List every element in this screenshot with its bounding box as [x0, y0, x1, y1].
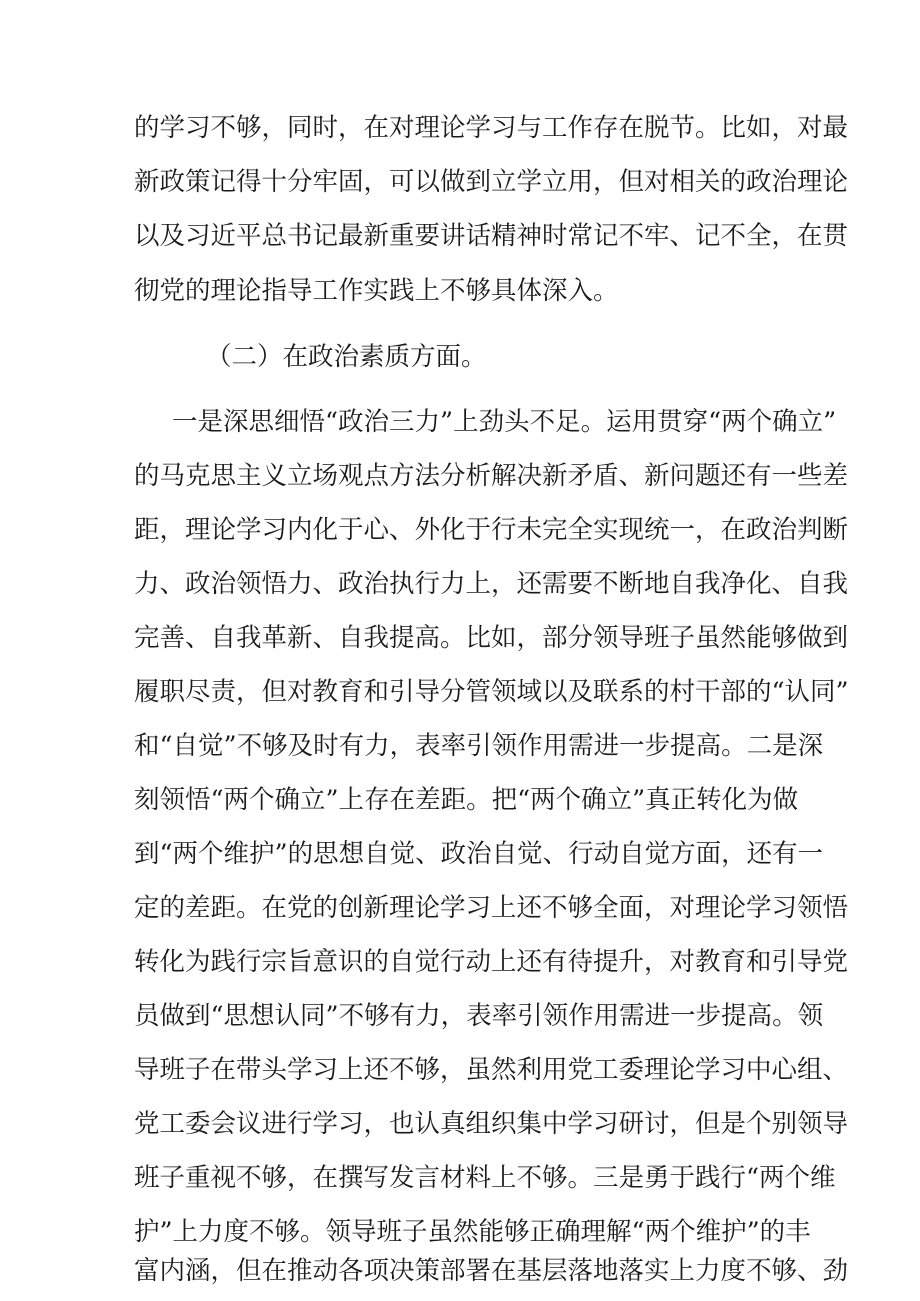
paragraph-2-line-13: 导班子在带头学习上还不够，虽然利用党工委理论学习中心组、: [134, 1055, 849, 1085]
section-heading: （二）在政治素质方面。: [206, 342, 487, 372]
paragraph-2-line-15: 班子重视不够，在撰写发言材料上不够。三是勇于践行“两个维: [134, 1163, 836, 1193]
paragraph-2-line-16: 护”上力度不够。领导班子虽然能够正确理解“两个维护”的丰: [134, 1217, 811, 1247]
paragraph-2-line-1: 一是深思细悟“政治三力”上劲头不足。运用贯穿“两个确立”: [172, 407, 837, 437]
paragraph-2-line-2: 的马克思主义立场观点方法分析解决新矛盾、新问题还有一些差: [134, 461, 849, 491]
paragraph-2-line-5: 完善、自我革新、自我提高。比如，部分领导班子虽然能够做到: [134, 623, 849, 653]
paragraph-2-line-4: 力、政治领悟力、政治执行力上，还需要不断地自我净化、自我: [134, 569, 849, 599]
paragraph-2-line-10: 定的差距。在党的创新理论学习上还不够全面，对理论学习领悟: [134, 893, 849, 923]
paragraph-2-line-8: 刻领悟“两个确立”上存在差距。把“两个确立”真正转化为做: [134, 785, 799, 815]
paragraph-2-line-17: 富内涵，但在推动各项决策部署在基层落地落实上力度不够、劲: [134, 1256, 849, 1286]
paragraph-2-line-3: 距，理论学习内化于心、外化于行未完全实现统一，在政治判断: [134, 515, 849, 545]
paragraph-2-line-7: 和“自觉”不够及时有力，表率引领作用需进一步提高。二是深: [134, 731, 824, 761]
paragraph-1-line-4: 彻党的理论指导工作实践上不够具体深入。: [134, 276, 619, 306]
paragraph-2-line-12: 员做到“思想认同”不够有力，表率引领作用需进一步提高。领: [134, 1001, 824, 1031]
paragraph-2-line-14: 党工委会议进行学习，也认真组织集中学习研讨，但是个别领导: [134, 1109, 849, 1139]
paragraph-2-line-11: 转化为践行宗旨意识的自觉行动上还有待提升，对教育和引导党: [134, 947, 849, 977]
paragraph-2-line-6: 履职尽责，但对教育和引导分管领域以及联系的村干部的“认同”: [134, 677, 849, 707]
paragraph-1-line-3: 以及习近平总书记最新重要讲话精神时常记不牢、记不全，在贯: [134, 221, 849, 251]
paragraph-1-line-2: 新政策记得十分牢固，可以做到立学立用，但对相关的政治理论: [134, 167, 849, 197]
paragraph-2-line-9: 到“两个维护”的思想自觉、政治自觉、行动自觉方面，还有一: [134, 839, 824, 869]
paragraph-1-line-1: 的学习不够，同时，在对理论学习与工作存在脱节。比如，对最: [134, 113, 849, 143]
